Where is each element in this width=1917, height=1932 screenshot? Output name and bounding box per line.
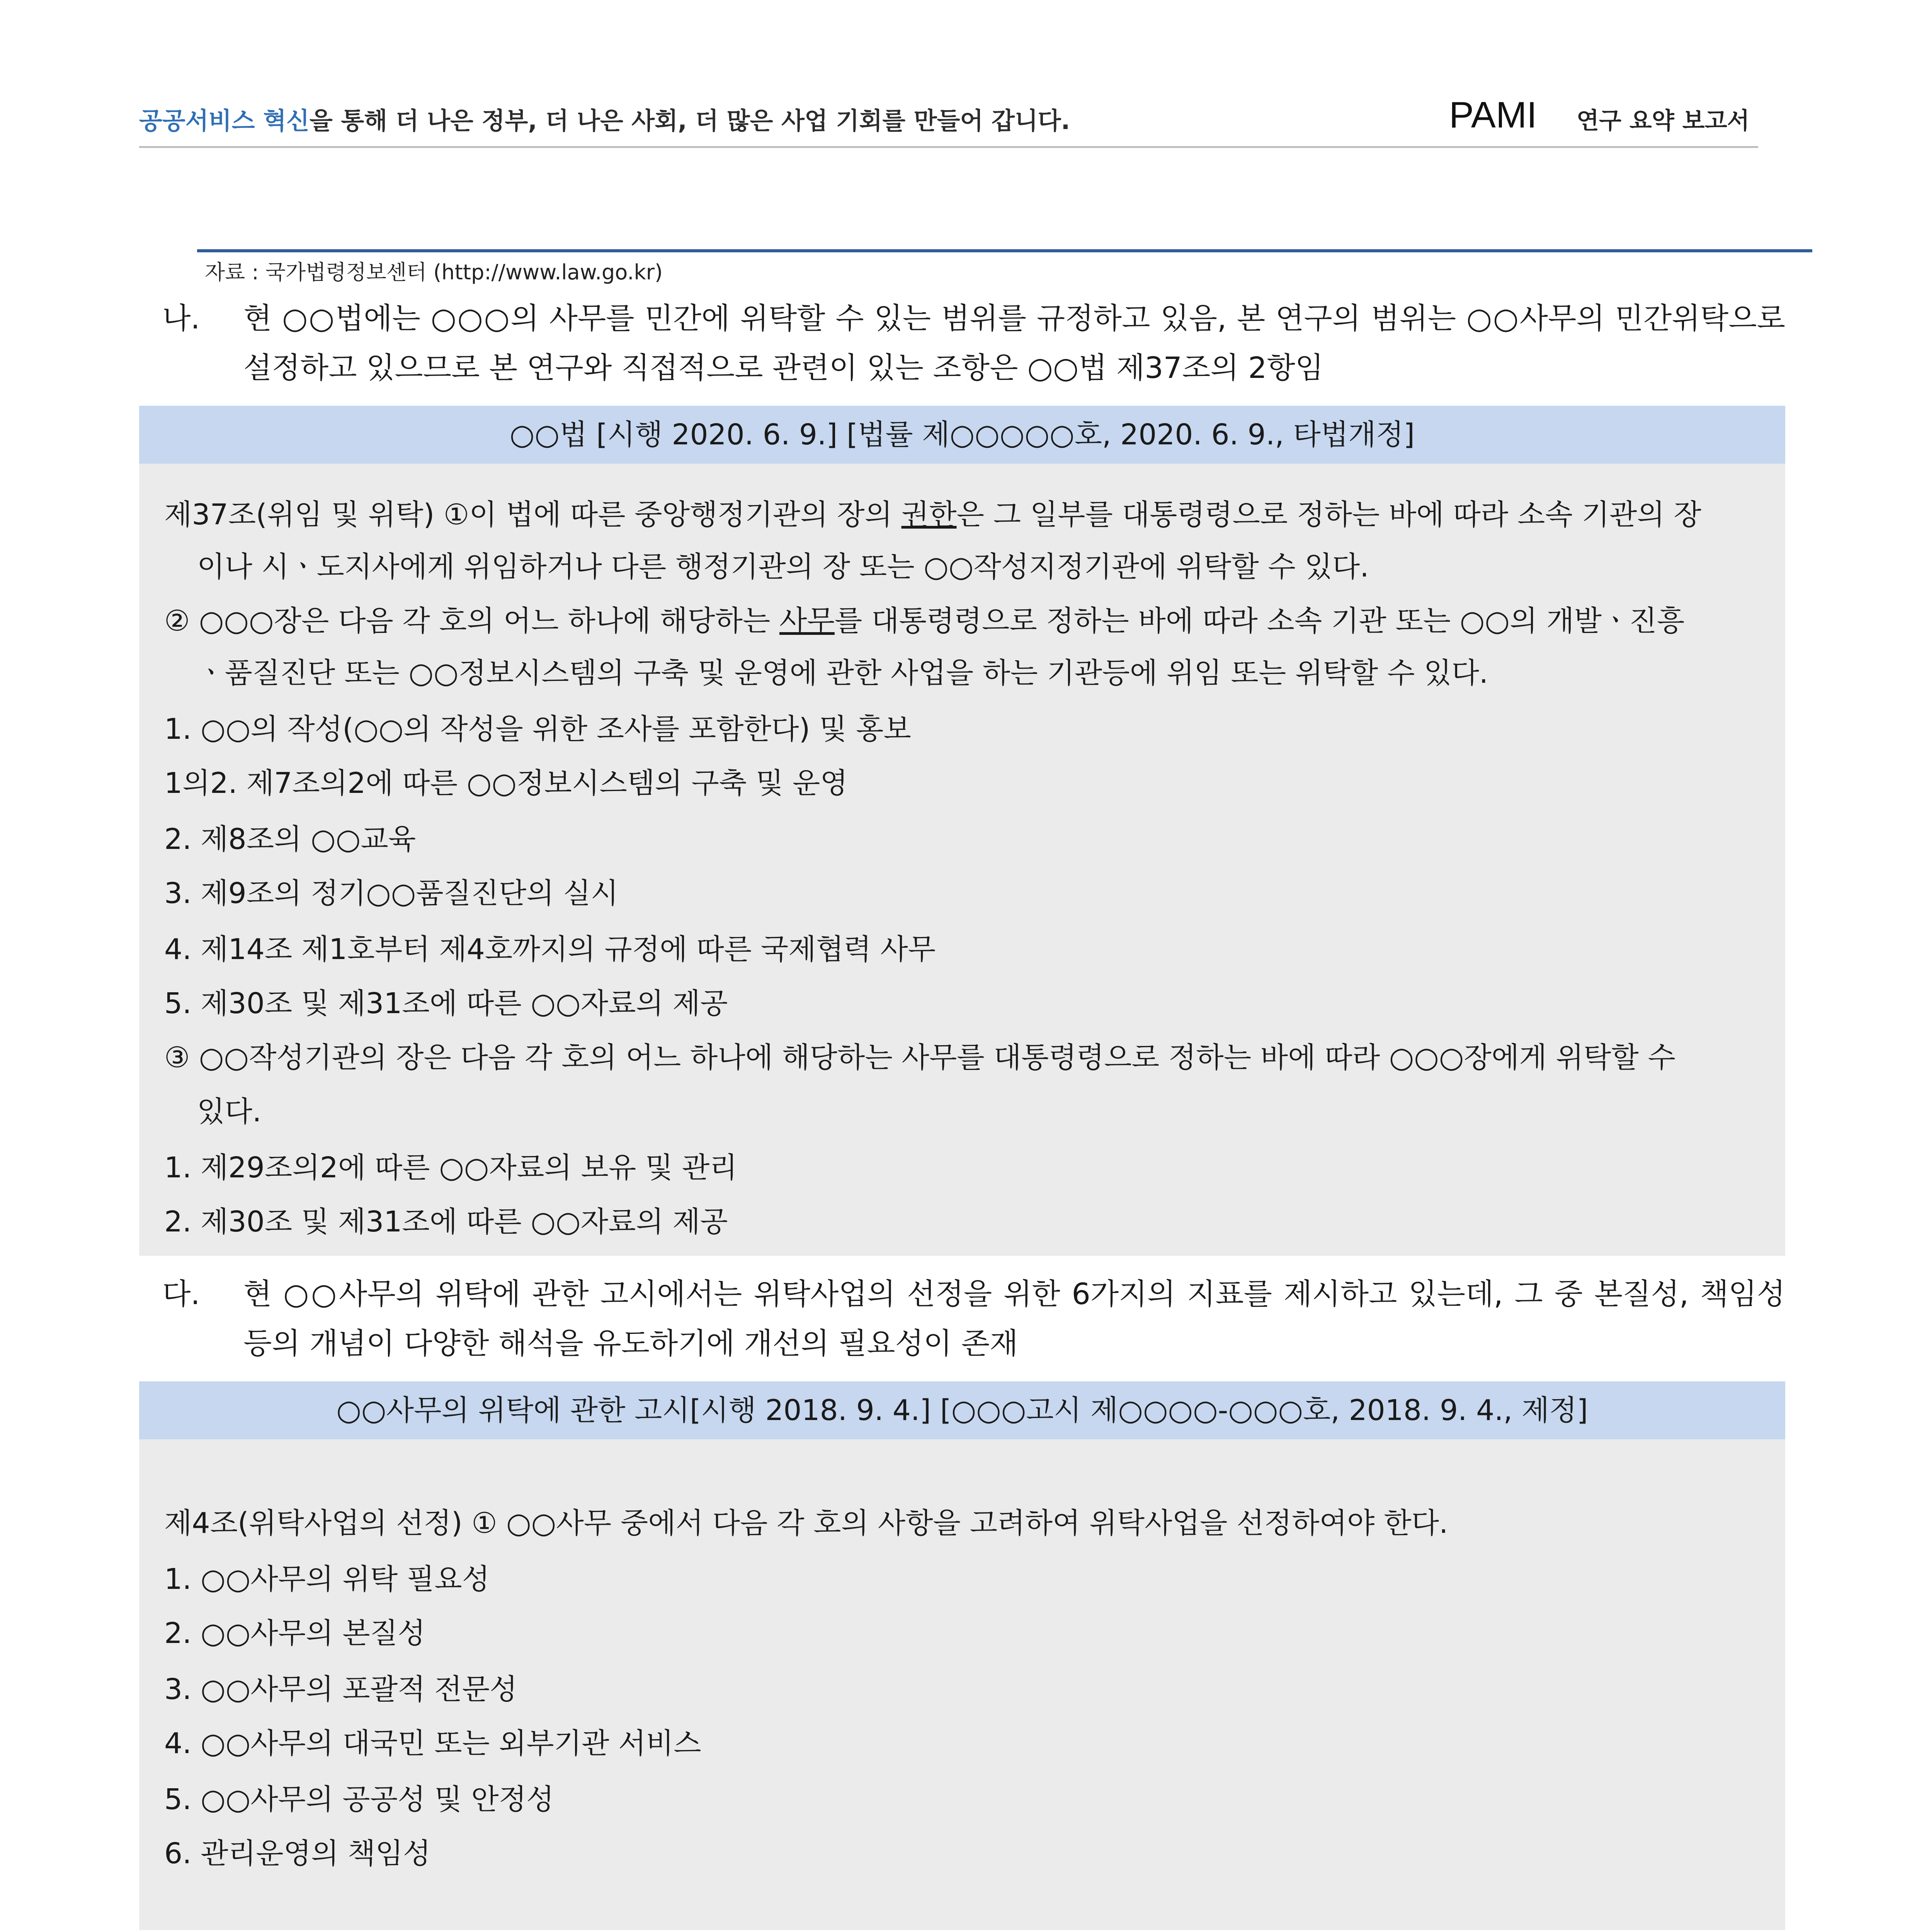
notice-line: 4. ○○사무의 대국민 또는 외부기관 서비스 xyxy=(164,1727,701,1760)
law-line: 1. ○○의 작성(○○의 작성을 위한 조사를 포함한다) 및 홍보 xyxy=(164,713,911,746)
law-box-body xyxy=(139,464,1785,1256)
list-marker: 나. xyxy=(162,301,200,335)
header-brand: PAMI xyxy=(1449,94,1537,136)
header-divider xyxy=(139,146,1758,148)
law-line-text: 를 대통령령으로 정하는 바에 따라 소속 기관 또는 ○○의 개발ㆍ진흥 xyxy=(834,604,1685,638)
law-line: 5. 제30조 및 제31조에 따른 ○○자료의 제공 xyxy=(164,987,728,1020)
page-header xyxy=(139,91,1758,145)
law-line: 이나 시ㆍ도지사에게 위임하거나 다른 행정기관의 장 또는 ○○작성지정기관에 위탁할 수 있다. xyxy=(197,550,1369,583)
law-line: 4. 제14조 제1호부터 제4호까지의 규정에 따른 국제협력 사무 xyxy=(164,933,936,966)
list-marker: 다. xyxy=(162,1277,200,1311)
law-line-text: ② ○○○장은 다음 각 호의 어느 하나에 해당하는 xyxy=(164,604,779,638)
paragraph-text: 현 ○○사무의 위탁에 관한 고시에서는 위탁사업의 선정을 위한 6가지의 지표를 제시하고 있는데, 그 중 본질성, 책임성 등의 개념이 다양한 해석을 유도하기에 개선의 필요성이 존재 xyxy=(243,1277,1785,1361)
notice-line: 2. ○○사무의 본질성 xyxy=(164,1617,425,1650)
slogan-rest: 을 통해 더 나은 정부, 더 나은 사회, 더 많은 사업 기회를 만들어 갑니다. xyxy=(309,107,1070,135)
law-line xyxy=(164,595,1760,647)
notice-box-title: ○○사무의 위탁에 관한 고시[시행 2018. 9. 4.] [○○○고시 제○○○○-○○○호, 2018. 9. 4., 제정] xyxy=(139,1381,1785,1439)
source-note: 자료 : 국가법령정보센터 (http://www.law.go.kr) xyxy=(205,260,663,284)
law-line: 2. 제30조 및 제31조에 따른 ○○자료의 제공 xyxy=(164,1205,728,1238)
paragraph-na-1 xyxy=(162,294,1785,393)
law-line-underlined: 권한 xyxy=(901,498,957,531)
law-line: ㆍ품질진단 또는 ○○정보시스템의 구축 및 운영에 관한 사업을 하는 기관등에 위임 또는 위탁할 수 있다. xyxy=(197,656,1488,690)
paragraph-text: 현 ○○법에는 ○○○의 사무를 민간에 위탁할 수 있는 범위를 규정하고 있음, 본 연구의 범위는 ○○사무의 민간위탁으로 설정하고 있으므로 본 연구와 직접적으로 관련이 있는 조항은 ○○법 제37조의 2항임 xyxy=(243,301,1785,385)
law-box-title: ○○법 [시행 2020. 6. 9.] [법률 제○○○○○호, 2020. 6. 9., 타법개정] xyxy=(139,406,1785,464)
slogan-highlight: 공공서비스 혁신 xyxy=(139,107,310,135)
law-line: 2. 제8조의 ○○교육 xyxy=(164,823,416,856)
law-line-underlined: 사무 xyxy=(779,604,835,638)
source-divider xyxy=(197,249,1812,252)
law-line-text: 제37조(위임 및 위탁) ①이 법에 따른 중앙행정기관의 장의 xyxy=(164,498,902,531)
notice-line: 6. 관리운영의 책임성 xyxy=(164,1837,431,1870)
header-report-type: 연구 요약 보고서 xyxy=(1577,107,1750,134)
law-line xyxy=(164,489,1760,541)
notice-line: 1. ○○사무의 위탁 필요성 xyxy=(164,1563,490,1596)
paragraph-da xyxy=(162,1269,1785,1368)
law-line: 있다. xyxy=(197,1095,262,1128)
notice-line: 제4조(위탁사업의 선정) ① ○○사무 중에서 다음 각 호의 사항을 고려하여 위탁사업을 선정하여야 한다. xyxy=(164,1507,1448,1540)
law-line: 1의2. 제7조의2에 따른 ○○정보시스템의 구축 및 운영 xyxy=(164,767,848,800)
law-line-text: 은 그 일부를 대통령령으로 정하는 바에 따라 소속 기관의 장 xyxy=(956,498,1701,531)
notice-box-body xyxy=(139,1439,1785,1930)
notice-line: 5. ○○사무의 공공성 및 안정성 xyxy=(164,1783,554,1816)
law-line: 3. 제9조의 정기○○품질진단의 실시 xyxy=(164,877,619,910)
law-line: 1. 제29조의2에 따른 ○○자료의 보유 및 관리 xyxy=(164,1151,737,1184)
law-line: ③ ○○작성기관의 장은 다음 각 호의 어느 하나에 해당하는 사무를 대통령령으로 정하는 바에 따라 ○○○장에게 위탁할 수 xyxy=(164,1041,1675,1074)
header-slogan xyxy=(139,102,1070,136)
notice-line: 3. ○○사무의 포괄적 전문성 xyxy=(164,1673,517,1706)
